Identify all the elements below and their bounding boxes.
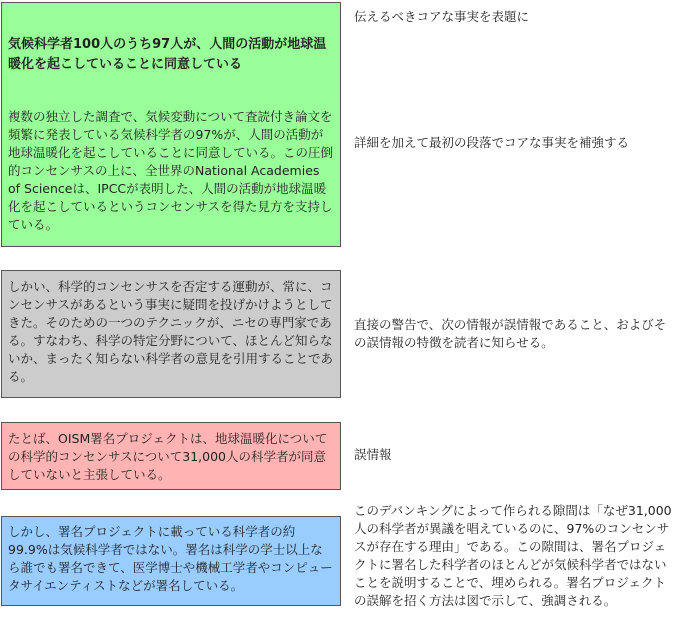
core-fact-box xyxy=(1,2,341,247)
fact-headline: 気候科学者100人のうち97人が、人間の活動が地球温暖化を起こしていることに同意している xyxy=(8,37,327,72)
headline-annotation: 伝えるべきコアな事実を表題に xyxy=(354,9,530,24)
misinformation-box xyxy=(1,422,341,490)
warning-box xyxy=(1,270,341,398)
gap-annotation: このデバンキングによって作られる隙間は「なぜ31,000人の科学者が異議を唱えているのに、97%のコンセンサスが存在する理由」である。この隙間は、署名プロジェクトに署名した科学者のほとんどが気候科学者ではないことを説明することで、埋められる。署名プロジェクトの誤解を招く方法は図で示して、強調される。 xyxy=(354,503,672,608)
warning-annotation: 直接の警告で、次の情報が誤情報であること、およびその誤情報の特徴を読者に知らせる。 xyxy=(354,317,667,350)
misinformation-annotation: 誤情報 xyxy=(354,447,392,462)
misinformation-text: たとば、OISM署名プロジェクトは、地球温暖化についての科学的コンセンサスについて31,000人の科学者が同意していないと主張している。 xyxy=(8,431,328,482)
fallacy-explanation-box xyxy=(1,516,341,606)
warning-text: しかい、科学的コンセンサスを否定する運動が、常に、コンセンサスがあるという事実に疑問を投げかけようとしてきた。そのための一つのテクニックが、ニセの専門家である。すなわち、科学の特定分野について、ほとんど知らないか、まったく知らない科学者の意見を引用することである。 xyxy=(8,279,334,384)
fact-body: 複数の独立した調査で、気候変動について査読付き論文を頻繁に発表している気候科学者の97%が、人間の活動が地球温暖化を起こしていることに同意している。この圧倒的コンセンサスの上に、全世界のNational Academies of Scienceは、IPCCが表明した、人間の活動が地球温暖化を起こしているというコンセンサスを得た見方を支持している。 xyxy=(8,109,334,232)
fallacy-text: しかし、署名プロジェクトに載っている科学者の約99.9%は気候科学者ではない。署名は科学の学士以上なら誰でも署名できて、医学博士や機械工学者やコンピュータサイエンティストなどが署名している。 xyxy=(8,524,333,593)
detail-annotation: 詳細を加えて最初の段落でコアな事実を補強する xyxy=(354,135,630,150)
